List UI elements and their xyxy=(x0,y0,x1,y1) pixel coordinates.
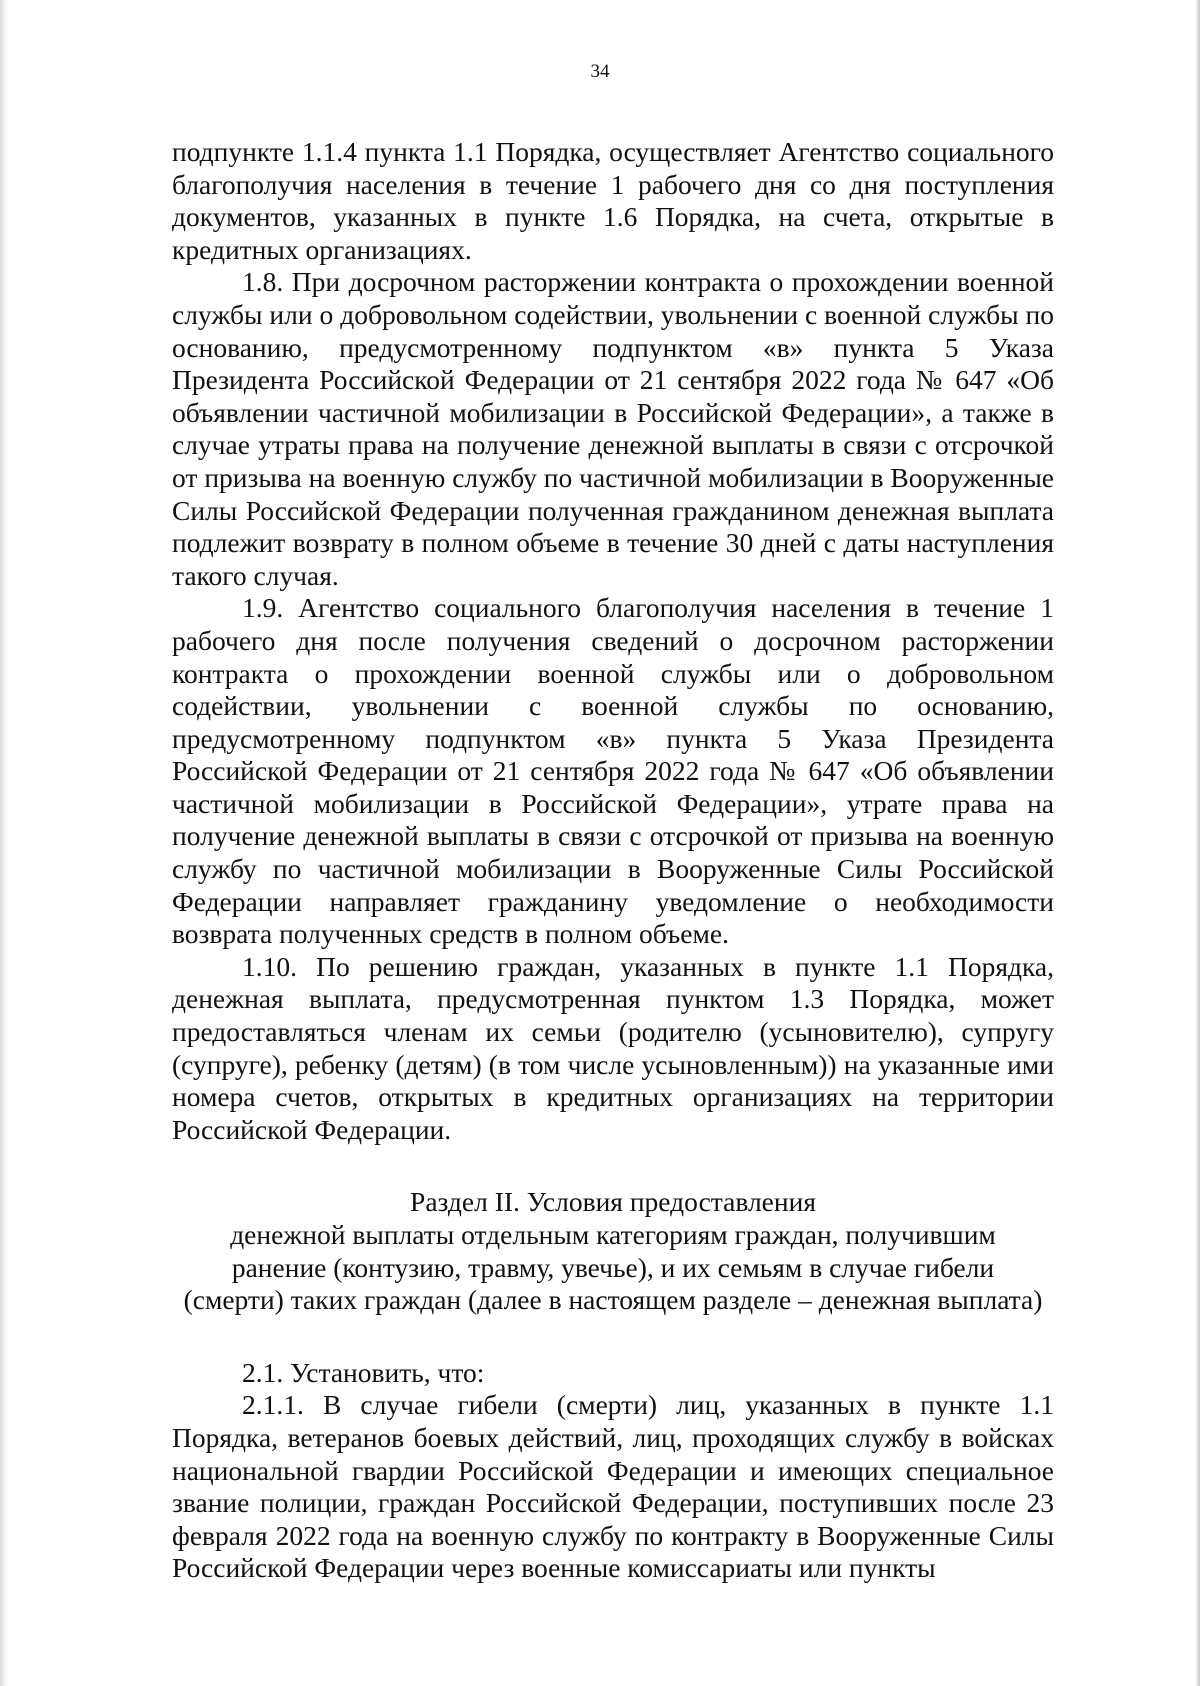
document-body xyxy=(172,136,1054,1585)
paragraph-1-9: 1.9. Агентство социального благополучия населения в течение 1 рабочего дня после получения сведений о досрочном расторжении контракта о прохождении военной службы или о добровольном содействии, увольнении с военной службы по основанию, предусмотренному подпунктом «в» пункта 5 Указа Президента Российской Федерации от 21 сентября 2022 года № 647 «Об объявлении частичной мобилизации в Российской Федерации», утрате права на получение денежной выплаты в связи с отсрочкой от призыва на военную службу по частичной мобилизации в Вооруженные Силы Российской Федерации направляет гражданину уведомление о необходимости возврата полученных средств в полном объеме. xyxy=(172,592,1054,950)
paragraph-1-10: 1.10. По решению граждан, указанных в пункте 1.1 Порядка, денежная выплата, предусмотренная пунктом 1.3 Порядка, может предоставляться членам их семьи (родителю (усыновителю), супругу (супруге), ребенку (детям) (в том числе усыновленным)) на указанные ими номера счетов, открытых в кредитных организациях на территории Российской Федерации. xyxy=(172,950,1054,1145)
scan-edge-right xyxy=(1195,0,1200,1686)
paragraph-1-8: 1.8. При досрочном расторжении контракта о прохождении военной службы или о добровольном содействии, увольнении с военной службы по основанию, предусмотренному подпунктом «в» пункта 5 Указа Президента Российской Федерации от 21 сентября 2022 года № 647 «Об объявлении частичной мобилизации в Российской Федерации», а также в случае утраты права на получение денежной выплаты в связи с отсрочкой от призыва на военную службу по частичной мобилизации в Вооруженные Силы Российской Федерации полученная гражданином денежная выплата подлежит возврату в полном объеме в течение 30 дней с даты наступления такого случая. xyxy=(172,266,1054,591)
section-heading xyxy=(172,1186,1054,1316)
paragraph-continuation: подпункте 1.1.4 пункта 1.1 Порядка, осуществляет Агентство социального благополучия населения в течение 1 рабочего дня со дня поступления документов, указанных в пункте 1.6 Порядка, на счета, открытые в кредитных организациях. xyxy=(172,136,1054,265)
section-heading-line-4: (смерти) таких граждан (далее в настоящем разделе – денежная выплата) xyxy=(183,1284,1043,1316)
paragraph-2-1-1: 2.1.1. В случае гибели (смерти) лиц, указанных в пункте 1.1 Порядка, ветеранов боевых действий, лиц, проходящих службу в войсках национальной гвардии Российской Федерации и имеющих специальное звание полиции, граждан Российской Федерации, поступивших после 23 февраля 2022 года на военную службу по контракту в Вооруженные Силы Российской Федерации через военные комиссариаты или пункты xyxy=(172,1389,1054,1584)
page-number: 34 xyxy=(590,61,610,82)
section-heading-line-1: Раздел II. Условия предоставления xyxy=(410,1186,816,1218)
scan-edge-left xyxy=(0,0,8,1686)
paragraph-2-1: 2.1. Установить, что: xyxy=(242,1356,485,1388)
section-heading-line-2: денежной выплаты отдельным категориям граждан, получившим xyxy=(230,1219,996,1250)
section-heading-line-3: ранение (контузию, травму, увечье), и их семьям в случае гибели xyxy=(231,1251,995,1283)
